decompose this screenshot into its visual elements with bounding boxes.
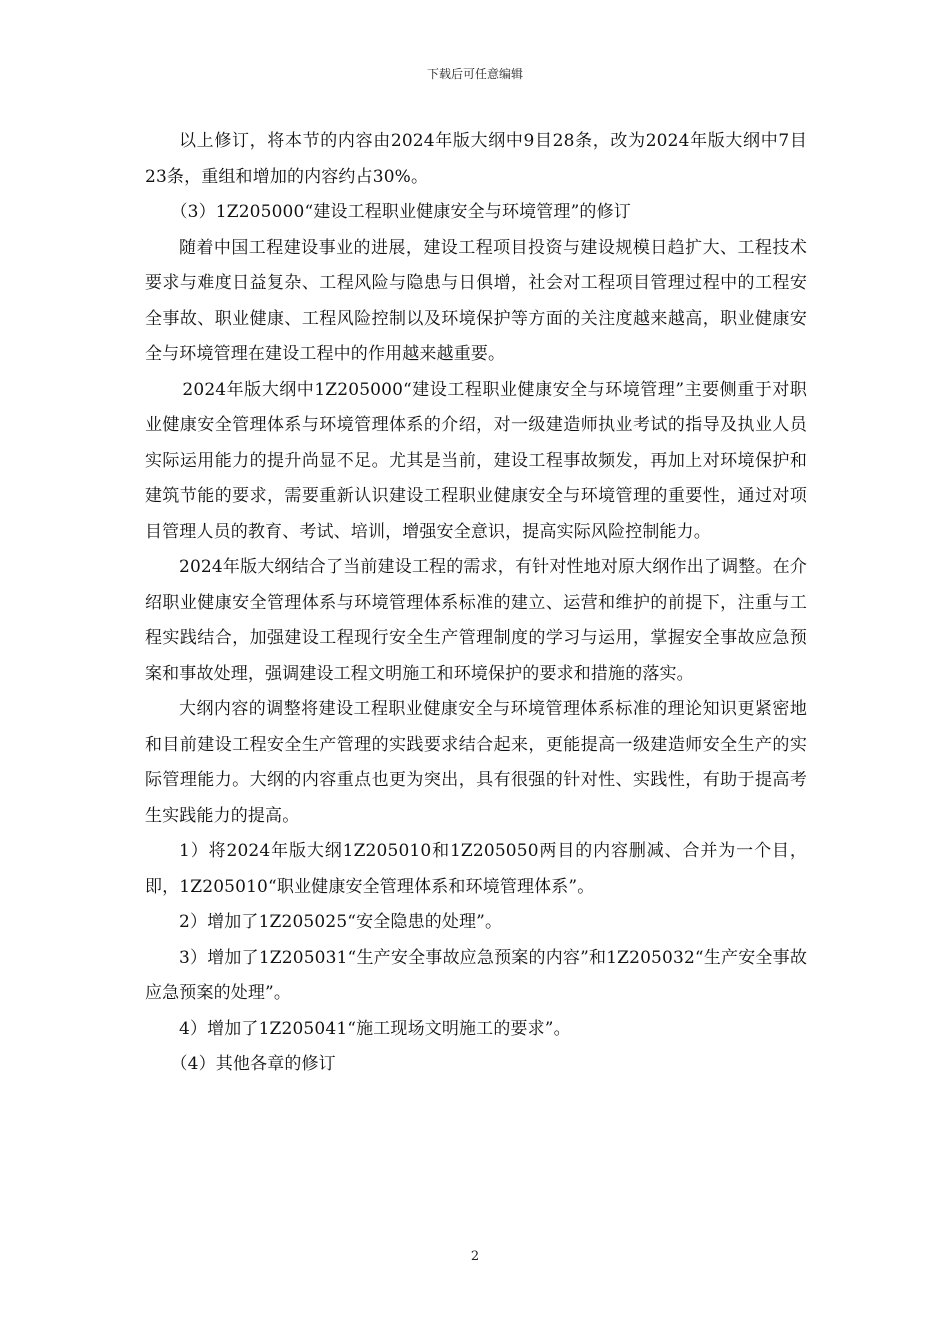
list-item-3: 3）增加了1Z205031“生产安全事故应急预案的内容”和1Z205032“生产安全事故应急预案的处理”。 xyxy=(145,947,807,1003)
section-heading-1z205000: （3）1Z205000“建设工程职业健康安全与环境管理”的修订 xyxy=(170,202,631,222)
paragraph-adjustment: 大纲内容的调整将建设工程职业健康安全与环境管理体系标准的理论知识更紧密地和目前建设工程安全生产管理的实践要求结合起来，更能提高一级建造师安全生产的实际管理能力。大纲的内容重点也更为突出，具有很强的针对性、实践性，有助于提高考生实践能力的提高。 xyxy=(145,699,807,826)
page-number: 2 xyxy=(470,1249,480,1264)
section-heading-other-chapters: （4）其他各章的修订 xyxy=(170,1054,336,1074)
paragraph-background: 随着中国工程建设事业的进展，建设工程项目投资与建设规模日趋扩大、工程技术要求与难度日益复杂、工程风险与隐患与日俱增，社会对工程项目管理过程中的工程安全事故、职业健康、工程风险控制以及环境保护等方面的关注度越来越高，职业健康安全与环境管理在建设工程中的作用越来越重要。 xyxy=(145,237,807,364)
paragraph-revision-summary: 以上修订，将本节的内容由2024年版大纲中9目28条，改为2024年版大纲中7目23条，重组和增加的内容约占30%。 xyxy=(145,131,807,187)
list-item-4: 4）增加了1Z205041“施工现场文明施工的要求”。 xyxy=(179,1018,571,1039)
list-item-1: 1）将2024年版大纲1Z205010和1Z205050两目的内容删减、合并为一个目，即，1Z205010“职业健康安全管理体系和环境管理体系”。 xyxy=(145,841,807,897)
list-item-2: 2）增加了1Z205025“安全隐患的处理”。 xyxy=(179,912,503,932)
paragraph-old-outline: 2024年版大纲中1Z205000“建设工程职业健康安全与环境管理”主要侧重于对职业健康安全管理体系与环境管理体系的介绍，对一级建造师执业考试的指导及执业人员实际运用能力的提升尚显不足。尤其是当前，建设工程事故频发，再加上对环境保护和建筑节能的要求，需要重新认识建设工程职业健康安全与环境管理的重要性，通过对项目管理人员的教育、考试、培训，增强安全意识，提高实际风险控制能力。 xyxy=(145,379,807,542)
page-header: 下载后可任意编辑 xyxy=(426,67,523,81)
document-body xyxy=(145,124,807,1083)
paragraph-new-outline: 2024年版大纲结合了当前建设工程的需求，有针对性地对原大纲作出了调整。在介绍职业健康安全管理体系与环境管理体系标准的建立、运营和维护的前提下，注重与工程实践结合，加强建设工程现行安全生产管理制度的学习与运用，掌握安全事故应急预案和事故处理，强调建设工程文明施工和环境保护的要求和措施的落实。 xyxy=(145,557,807,684)
